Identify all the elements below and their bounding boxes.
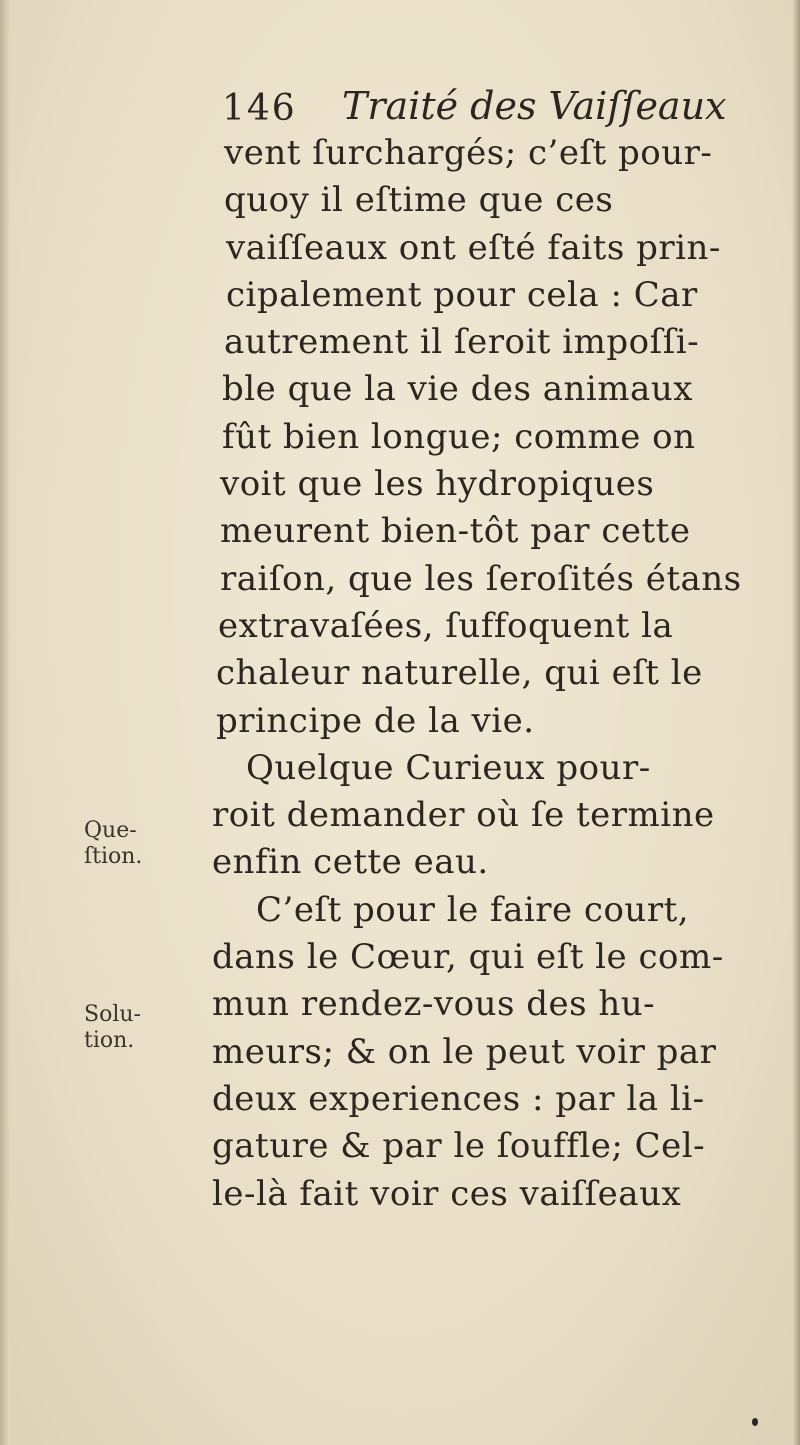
page-edge-right (792, 0, 800, 1445)
ink-dot (752, 1418, 758, 1426)
body-text (212, 130, 782, 1218)
text-line: cipalement pour cela : Car (226, 274, 698, 315)
margin-note-line: ſtion. (84, 844, 143, 869)
margin-note-line: Que- (84, 818, 137, 843)
text-line: le-là fait voir ces vaiſſeaux (212, 1173, 682, 1214)
text-line: autrement il ſeroit impoſſi- (224, 322, 700, 363)
text-line: vent ſurchargés; c’eſt pour- (224, 133, 713, 173)
text-line: vaiſſeaux ont eſté faits prin- (226, 227, 721, 268)
page-number: 146 (222, 88, 297, 129)
text-line: chaleur naturelle, qui eſt le (216, 653, 703, 694)
text-line: meurs; & on le peut voir par (212, 1031, 717, 1072)
margin-note-question (84, 818, 194, 870)
text-line: deux experiences : par la li- (212, 1078, 705, 1119)
text-line: quoy il eſtime que ces (224, 180, 614, 221)
margin-note-solution (84, 1002, 194, 1054)
text-line: enfin cette eau. (212, 842, 489, 883)
text-line: raiſon, que les ſeroſités étans (220, 558, 742, 599)
text-line: principe de la vie. (216, 700, 535, 741)
text-line: roit demander où ſe termine (212, 795, 715, 836)
text-line: extravaſées, ſuffoquent la (218, 605, 674, 646)
text-line: gature & par le ſouffle; Cel- (212, 1126, 706, 1167)
running-title: Traité des Vaiſſeaux (342, 84, 727, 128)
text-line: dans le Cœur, qui eſt le com- (212, 937, 724, 978)
text-line: ble que la vie des animaux (222, 369, 693, 410)
text-line: meurent bien-tôt par cette (220, 511, 691, 552)
page-edge-left (0, 0, 10, 1445)
text-line: Quelque Curieux pour- (246, 747, 651, 788)
text-line: mun rendez-vous des hu- (212, 984, 656, 1025)
margin-note-line: tion. (84, 1028, 135, 1053)
text-line: voit que les hydropiques (220, 464, 655, 505)
margin-note-line: Solu- (84, 1002, 141, 1027)
text-line: fût bien longue; comme on (222, 416, 696, 457)
text-line: C’eſt pour le faire court, (256, 889, 690, 930)
